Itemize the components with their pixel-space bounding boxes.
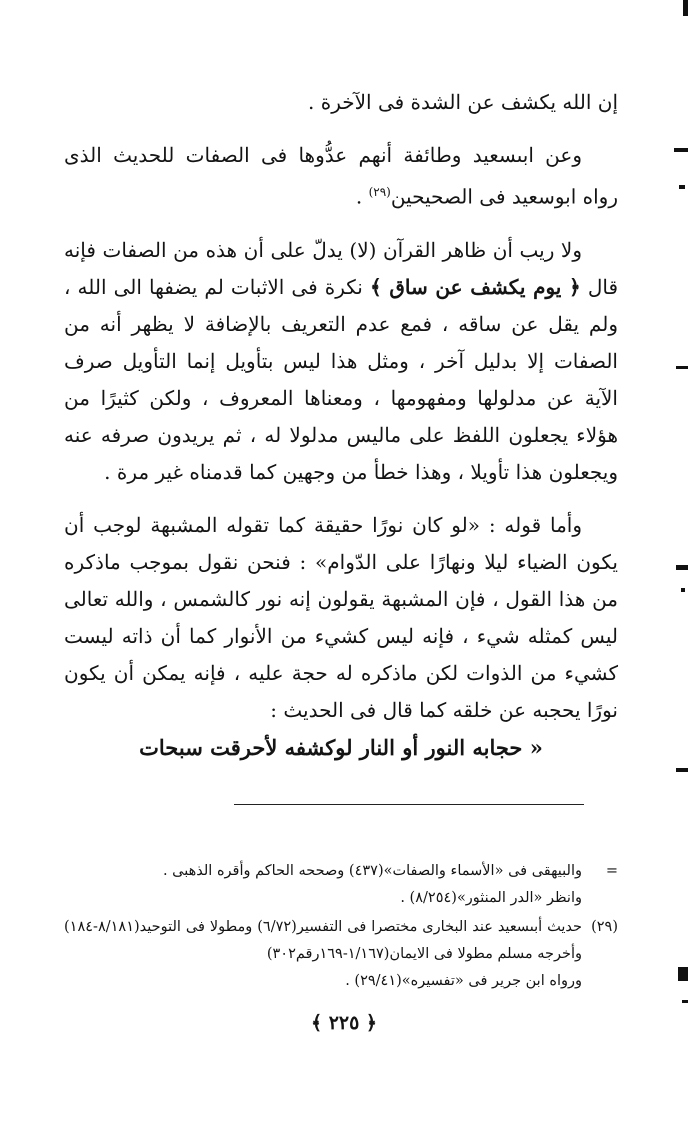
footnote-continued — [64, 858, 618, 912]
paragraph-1: إن الله يكشف عن الشدة فى الآخرة . — [308, 90, 618, 114]
scan-mark — [674, 148, 688, 152]
footnote-line: ورواه ابن جرير فى «تفسيره»(٢٩/٤١) . — [345, 973, 582, 989]
scan-mark — [681, 588, 685, 592]
footnote-mark: (٢٩) — [591, 919, 618, 935]
paragraph-4-text: وأما قوله : «لو كان نورًا حقيقة كما تقوله المشبهة لوجب أن يكون الضياء ليلا ونهارًا على الدّوام» : فنحن نقول بموجب ماذكره من هذا القول ، فإن المشبهة يقولون إنه نور كالشمس ، والله تعالى ليس كمثله شيء ، فإنه ليس كشيء من الأنوار كما أن ذاته ليست كشيء من الذوات لكن ماذكره له حجة عليه ، فإنه يمكن أن يكون نورًا يحجبه عن خلقه كما قال فى الحديث : — [64, 512, 618, 722]
scan-mark — [678, 967, 688, 981]
scan-mark — [676, 366, 688, 369]
paragraph-3-after: نكرة فى الاثبات لم يضفها الى الله ، ولم يقل عن ساقه ، فمع عدم التعريف بالإضافة لا يظهر أنه من الصفات إلا بدليل آخر ، ومثل هذا ليس بتأويل إنما التأويل صرف الآية عن مدلولها ومفهومها ، ومعناها المعروف ، ولكن كثيرًا من هؤلاء يجعلون اللفظ على ماليس مدلولا له ، ثم يريدون صرفه عنه ويجعلون هذا تأويلا ، وهذا خطأ من وجهين كما قدمناه غير مرة . — [64, 274, 618, 484]
paragraph-2 — [64, 137, 618, 216]
footnote-divider — [234, 804, 584, 805]
footnote-body — [64, 858, 582, 912]
footnote-29 — [64, 914, 618, 995]
footnote-body — [64, 914, 582, 995]
scan-mark — [682, 1000, 688, 1003]
footnote-line: وانظر «الدر المنثور»(٨/٢٥٤) . — [400, 890, 582, 906]
paragraph-3-before: ولا ريب أن ظاهر القرآن (لا) يدلّ على أن هذه من الصفات فإنه قال — [64, 237, 619, 299]
quran-verse: ﴿ يوم يكشف عن ساق ﴾ — [369, 274, 581, 299]
scan-mark — [676, 768, 688, 772]
scan-mark — [683, 0, 688, 16]
footnote-mark: = — [605, 863, 618, 879]
footnote-ref-29[interactable]: (٢٩) — [368, 185, 391, 199]
footnote-line: والبيهقى فى «الأسماء والصفات»(٤٣٧) وصححه الحاكم وأقره الذهبى . — [162, 863, 582, 879]
page-number: ﴿ ٢٢٥ ﴾ — [310, 1012, 378, 1034]
scan-mark — [679, 185, 685, 189]
main-text — [64, 84, 618, 766]
paragraph-3 — [64, 232, 618, 491]
paragraph-4 — [64, 507, 618, 729]
paragraph-2-tail: . — [355, 184, 369, 209]
hadith-line: « حجابه النور أو النار لوكشفه لأحرقت سبحات — [139, 734, 543, 760]
scan-mark — [676, 565, 688, 570]
paragraph-2-text: وعن ابىسعيد وطائفة أنهم عدُّوها فى الصفات للحديث الذى رواه ابوسعيد فى الصحيحين — [64, 143, 618, 209]
footnotes — [64, 858, 618, 995]
footnote-line: حديث أبىسعيد عند البخارى مختصرا فى التفسير(٦/٧٢) ومطولا فى التوحيد(٨/١٨١-١٨٤) وأخرجه مسلم مطولا فى الايمان(١/١٦٧-١٦٩رقم٣٠٢) — [64, 919, 582, 962]
